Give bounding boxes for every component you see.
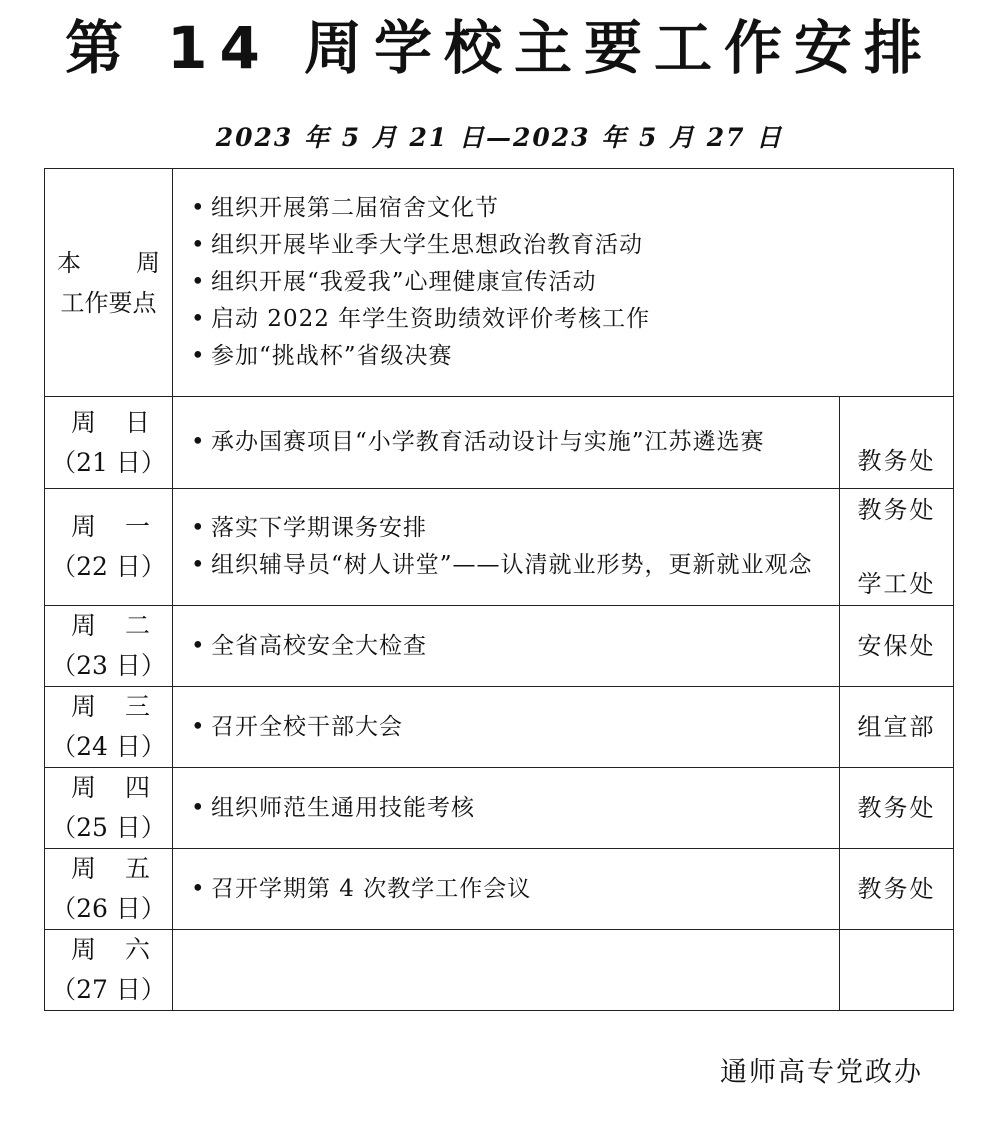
issuer-signature: 通师高专党政办 — [720, 1057, 923, 1088]
key-point-item: • 启动 2022 年学生资助绩效评价考核工作 — [185, 301, 947, 338]
dept-label: 教务处 — [857, 447, 936, 475]
day-tasks — [173, 849, 840, 930]
page-title: 第 14 周学校主要工作安排 — [64, 14, 935, 82]
key-points-list — [173, 169, 954, 397]
key-point-item: • 组织开展第二届宿舍文化节 — [185, 190, 947, 227]
key-points-label — [45, 169, 173, 397]
day-dept — [840, 606, 954, 687]
dept-label: 组宣部 — [857, 712, 936, 741]
day-date: （23 日） — [51, 651, 166, 680]
day-row-friday — [45, 849, 954, 930]
task-item: • 组织辅导员“树人讲堂”——认清就业形势，更新就业观念 — [185, 547, 833, 584]
key-point-item: • 参加“挑战杯”省级决赛 — [185, 338, 947, 375]
dept-label: 教务处 — [857, 793, 936, 822]
weekday-char: 一 — [124, 512, 150, 541]
task-item: • 召开全校干部大会 — [185, 709, 833, 746]
dept-label: 教务处 — [857, 495, 936, 524]
day-date: （26 日） — [51, 894, 166, 923]
day-label — [45, 930, 173, 1011]
weekday-char: 三 — [124, 692, 150, 721]
day-row-tuesday — [45, 606, 954, 687]
weekday-char: 周 — [71, 407, 97, 437]
dept-label: 教务处 — [857, 874, 936, 903]
day-label — [45, 489, 173, 606]
day-date: （27 日） — [51, 975, 166, 1004]
task-item: • 组织师范生通用技能考核 — [185, 790, 833, 827]
day-tasks — [173, 930, 840, 1011]
day-date: （21 日） — [51, 447, 166, 477]
day-row-thursday — [45, 768, 954, 849]
day-row-wednesday — [45, 687, 954, 768]
task-item: • 落实下学期课务安排 — [185, 510, 833, 547]
day-tasks — [173, 768, 840, 849]
day-label — [45, 768, 173, 849]
weekday-char: 二 — [124, 611, 150, 640]
day-tasks — [173, 687, 840, 768]
weekday-char: 日 — [124, 407, 150, 437]
date-range: 2023 年 5 月 21 日—2023 年 5 月 27 日 — [215, 123, 784, 152]
key-point-item: • 组织开展“我爱我”心理健康宣传活动 — [185, 264, 947, 301]
day-dept — [840, 397, 954, 489]
weekday-char: 五 — [124, 854, 150, 883]
day-row-monday — [45, 489, 954, 606]
day-dept — [840, 687, 954, 768]
day-dept — [840, 849, 954, 930]
day-dept — [840, 489, 954, 606]
key-points-row — [45, 169, 954, 397]
dept-label: 学工处 — [857, 569, 936, 598]
day-dept — [840, 930, 954, 1011]
day-label — [45, 849, 173, 930]
schedule-table — [44, 168, 954, 1011]
weekday-char: 四 — [124, 773, 150, 802]
weekday-char: 周 — [71, 773, 97, 802]
key-points-label-char: 本 — [57, 248, 81, 277]
day-tasks — [173, 397, 840, 489]
day-label — [45, 606, 173, 687]
day-label — [45, 397, 173, 489]
day-tasks — [173, 606, 840, 687]
dept-label: 安保处 — [857, 631, 936, 660]
day-dept — [840, 768, 954, 849]
weekday-char: 周 — [71, 512, 97, 541]
day-row-sunday — [45, 397, 954, 489]
task-item: • 全省高校安全大检查 — [185, 628, 833, 665]
task-item: • 召开学期第 4 次教学工作会议 — [185, 871, 833, 908]
key-points-label-char: 周 — [136, 248, 160, 277]
weekday-char: 周 — [71, 611, 97, 640]
weekday-char: 周 — [71, 935, 97, 964]
key-points-label-line2: 工作要点 — [60, 288, 157, 317]
day-tasks — [173, 489, 840, 606]
day-label — [45, 687, 173, 768]
key-point-item: • 组织开展毕业季大学生思想政治教育活动 — [185, 227, 947, 264]
day-date: （22 日） — [51, 552, 166, 581]
day-date: （25 日） — [51, 813, 166, 842]
day-date: （24 日） — [51, 732, 166, 761]
weekday-char: 周 — [71, 692, 97, 721]
weekday-char: 六 — [124, 935, 150, 964]
day-row-saturday — [45, 930, 954, 1011]
task-item: • 承办国赛项目“小学教育活动设计与实施”江苏遴选赛 — [185, 424, 833, 461]
weekday-char: 周 — [71, 854, 97, 883]
